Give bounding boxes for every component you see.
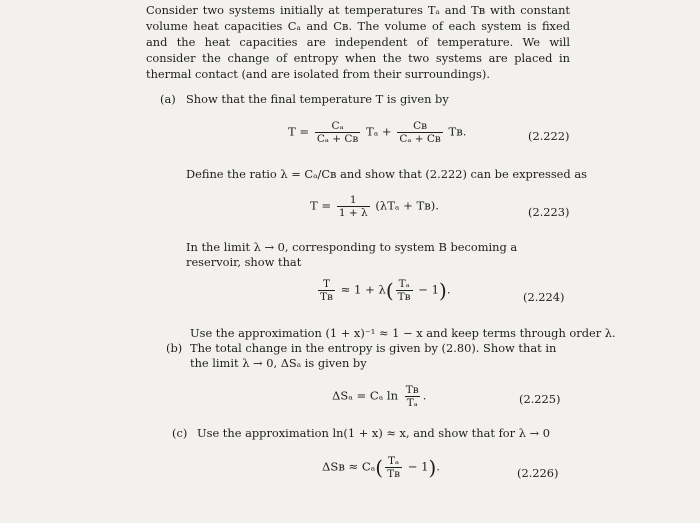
define-ratio-text: Define the ratio λ = Cₐ/Cʙ and show that (2.222) can be expressed as [186,167,587,181]
equation-2-226: ΔSʙ ≈ Cₐ( $\frac{\text{Tₐ}}{\text{Tʙ}}$ − 1). [322,455,440,480]
equation-number-2-226: (2.226) [517,466,559,480]
equation-2-222: T = $\frac{\text{Cₐ}}{\text{Cₐ + Cʙ}}$ Tₐ + $\frac{\text{Cʙ}}{\text{Cₐ + Cʙ}}$ Tʙ. [288,120,467,145]
part-c-label: (c) [172,426,188,440]
limit-text: In the limit λ → 0, corresponding to system B becoming a reservoir, show that [186,240,518,269]
equation-2-223: T = $\frac{1}{1 + \lambda}$ (λTₐ + Tʙ). [310,194,439,219]
equation-number-2-223: (2.223) [528,205,570,219]
approximation-text: Use the approximation (1 + x)⁻¹ ≈ 1 − x and keep terms through order λ. [190,326,616,340]
equation-2-224: $\frac{T}{\text{Tʙ}}$ ≈ 1 + λ( $\frac{\text{Tₐ}}{\text{Tʙ}}$ − 1). [320,278,451,303]
part-b-label: (b) [166,341,183,355]
part-a-label: (a) [160,92,176,106]
equation-number-2-224: (2.224) [523,290,565,304]
equation-number-2-225: (2.225) [519,392,561,406]
equation-2-225: ΔSₐ = Cₐ ln $\frac{\text{Tʙ}}{\text{Tₐ}}$ . [332,384,427,409]
part-c-text: Use the approximation ln(1 + x) ≈ x, and show that for λ → 0 [197,426,550,440]
intro-paragraph: Consider two systems initially at temperatures Tₐ and Tʙ with constant volume heat capacities Cₐ and Cʙ. The volume of each system is fixed and the heat capacities are independent of temperature. We will consider the change of entropy when the two systems are placed in thermal contact (and are isolated from their surroundings). [146,3,570,81]
equation-number-2-222: (2.222) [528,129,570,143]
part-b-text: The total change in the entropy is given by (2.80). Show that in the limit λ → 0, ΔSₐ is given by [190,341,557,370]
part-a-prompt: Show that the final temperature T is given by [186,92,449,106]
